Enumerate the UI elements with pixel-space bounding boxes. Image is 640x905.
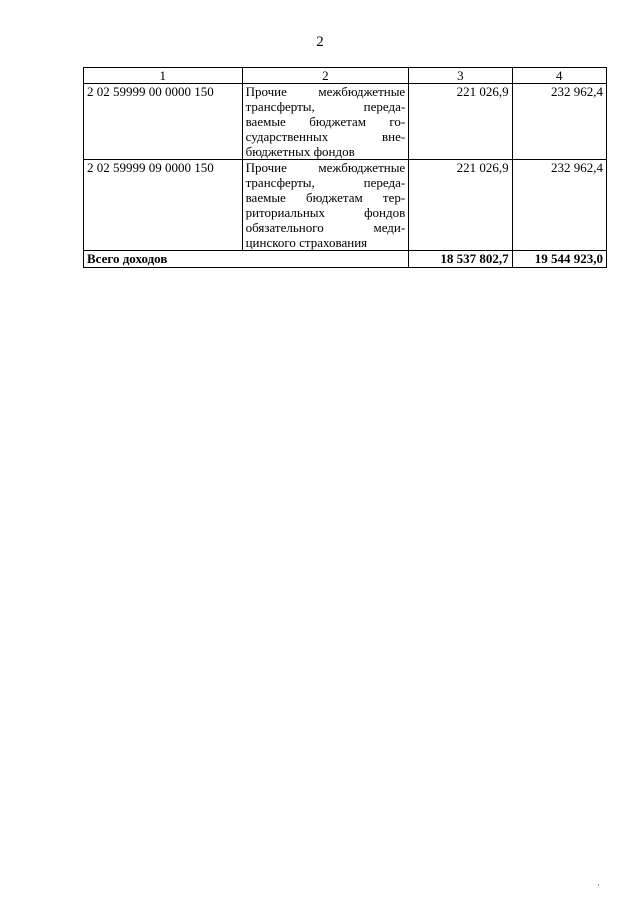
description-line: ваемые бюджетам тер- <box>245 190 406 205</box>
table-row <box>84 84 607 160</box>
description-line: сударственных вне- <box>245 129 406 144</box>
description-line: Прочие межбюджетные <box>245 160 406 175</box>
description-line: цинского страхования <box>245 235 368 250</box>
description-line: ваемые бюджетам го- <box>245 114 406 129</box>
description-cell <box>242 160 409 251</box>
amount-col3-cell: 221 026,9 <box>409 160 512 251</box>
total-col4-cell: 19 544 923,0 <box>512 251 606 268</box>
description-line: бюджетных фондов <box>245 144 355 159</box>
description-line: Прочие межбюджетные <box>245 84 406 99</box>
column-header-1: 1 <box>84 68 243 84</box>
description-line: обязательного меди- <box>245 220 406 235</box>
amount-col4-cell: 232 962,4 <box>512 160 606 251</box>
total-label: Всего доходов <box>84 251 409 268</box>
column-header-3: 3 <box>409 68 512 84</box>
total-row <box>84 251 607 268</box>
description-line: трансферты, переда- <box>245 99 406 114</box>
page-number: 2 <box>316 34 324 50</box>
amount-col3-cell: 221 026,9 <box>409 84 512 160</box>
description-cell <box>242 84 409 160</box>
description-line: риториальных фондов <box>245 205 406 220</box>
total-col3-cell: 18 537 802,7 <box>409 251 512 268</box>
table-row <box>84 160 607 251</box>
amount-col4-cell: 232 962,4 <box>512 84 606 160</box>
column-header-2: 2 <box>242 68 409 84</box>
column-header-4: 4 <box>512 68 606 84</box>
budget-code-cell: 2 02 59999 00 0000 150 <box>84 84 243 160</box>
scan-mark <box>598 884 599 886</box>
description-line: трансферты, переда- <box>245 175 406 190</box>
revenue-table <box>83 67 607 268</box>
table-header-row <box>84 68 607 84</box>
budget-code-cell: 2 02 59999 09 0000 150 <box>84 160 243 251</box>
